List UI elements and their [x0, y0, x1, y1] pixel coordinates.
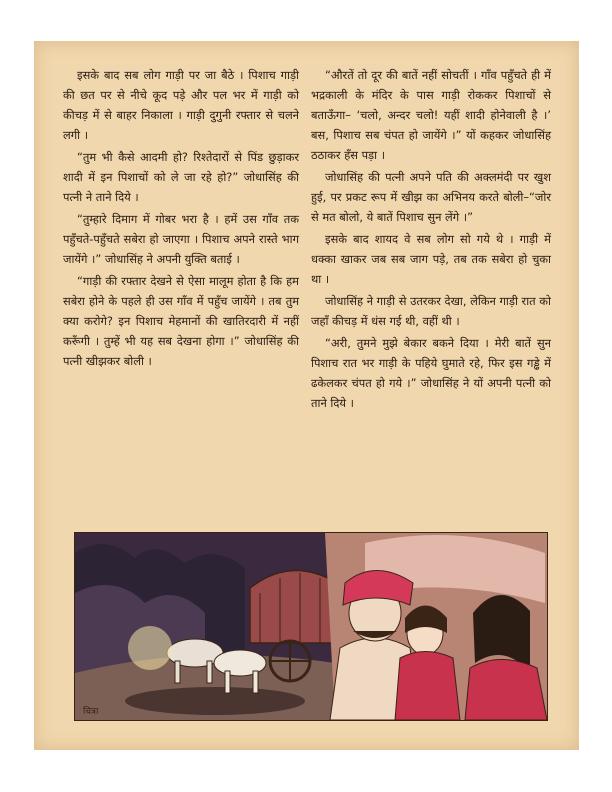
paragraph: “गाड़ी की रफ्तार देखने से ऐसा मालूम होता है कि हम सबेरा होने के पहले ही उस गाँव में पहुँच जायेंगे । तब तुम क्या करोगे? इन पिशाच मेहमानों की खातिरदारी में नहीं करूँगी । तुम्हें भी यह सब देखना होगा ।” जोधासिंह की पत्नी खीझकर बोली । — [63, 274, 299, 368]
paragraph: “औरतें तो दूर की बातें नहीं सोचतीं । गाँव पहुँचते ही में भद्रकाली के मंदिर के पास गाड़ी रोककर पिशाचों से बताऊँगा– ‘चलो, अन्दर चलो! यहीं शादी होनेवाली है ।’ बस, पिशाच सब चंपत हो जायेंगे ।” यों कहकर जोधासिंह ठठाकर हँस पड़ा । — [311, 68, 551, 162]
paragraph: इसके बाद सब लोग गाड़ी पर जा बैठे । पिशाच गाड़ी की छत पर से नीचे कूद पड़े और पल भर में गाड़ी को कीचड़ में से बाहर निकाला । गाड़ी दुगुनी रफ्तार से चलने लगी । — [63, 68, 299, 142]
paragraph: जोधासिंह ने गाड़ी से उतरकर देखा, लेकिन गाड़ी रात को जहाँ कीचड़ में धंस गई थी, वहीं थी । — [311, 294, 551, 328]
paragraph: “तुम भी कैसे आदमी हो? रिश्तेदारों से पिंड छुड़ाकर शादी में इन पिशाचों को ले जा रहे हो?” जोधासिंह की पत्नी ने ताने दिये । — [63, 150, 299, 204]
paragraph: इसके बाद शायद वे सब लोग सो गये थे । गाड़ी में धक्का खाकर जब सब जाग पड़े, तब तक सबेरा हो चुका था । — [311, 232, 551, 286]
paragraph: जोधासिंह की पत्नी अपने पति की अक्लमंदी पर खुश हुई, पर प्रकट रूप में खीझ का अभिनय करते बोली–“जोर से मत बोलो, ये बातें पिशाच सुन लेंगे ।” — [311, 170, 551, 224]
paragraph: “अरी, तुमने मुझे बेकार बकने दिया । मेरी बातें सुन पिशाच रात भर गाड़ी के पहिये घुमाते रहे, फिर इस गड्ढे में ढकेलकर चंपत हो गये ।” जोधासिंह ने यों अपनी पत्नी को ताने दिये । — [311, 336, 551, 410]
story-illustration — [74, 532, 548, 721]
artist-signature: चित्रा — [83, 707, 99, 717]
story-column-right — [311, 65, 551, 415]
comic-page — [34, 41, 579, 750]
paragraph: “तुम्हारे दिमाग में गोबर भरा है । हमें उस गाँव तक पहुँचते-पहुँचते सबेरा हो जाएगा । पिशाच अपने रास्ते भाग जायेंगे ।” जोधासिंह ने अपनी युक्ति बताई । — [63, 212, 299, 266]
story-column-left — [63, 65, 299, 373]
illustration-art — [75, 533, 547, 720]
